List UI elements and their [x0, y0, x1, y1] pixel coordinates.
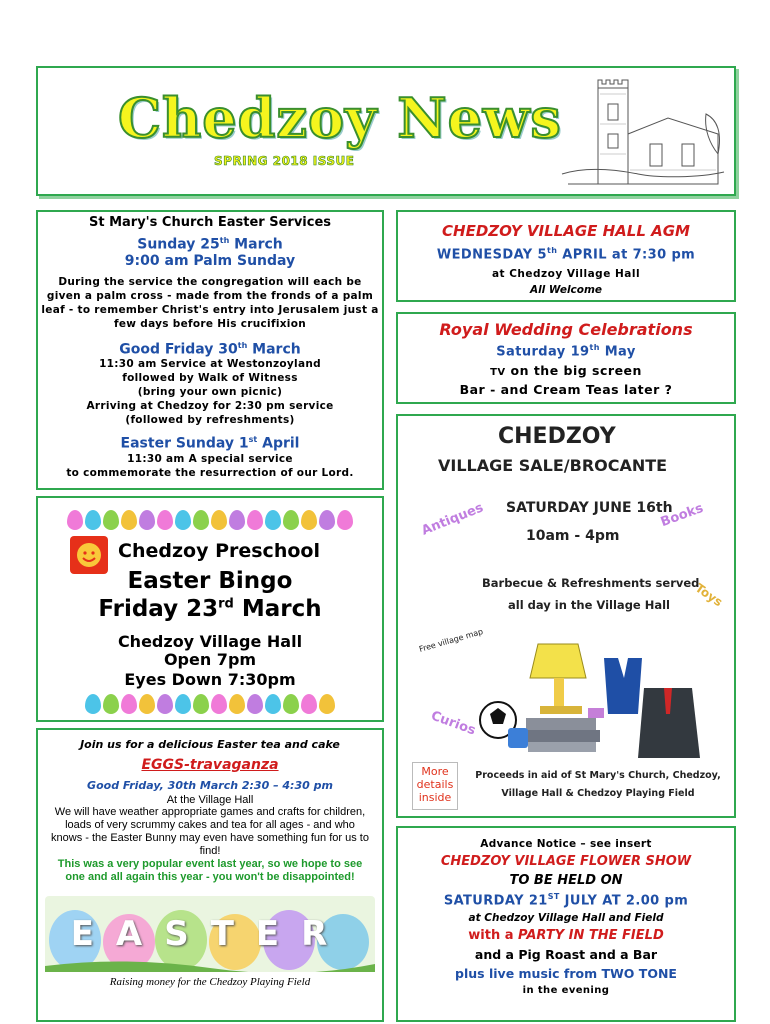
easter-sunday-date: Easter Sunday 1 [120, 435, 249, 452]
palm-sunday-date: Sunday 25 [137, 236, 220, 253]
preschool-bingo-poster [36, 496, 384, 722]
agm-title: CHEDZOY VILLAGE HALL AGM [442, 222, 690, 240]
masthead [36, 66, 736, 196]
good-friday-line: 11:30 am Service at Westonzoyland [99, 358, 321, 371]
issue-label: SPRING 2018 ISSUE [214, 154, 355, 168]
bingo-venue: Chedzoy Village Hall [117, 632, 303, 651]
sale-curios: Curios [428, 708, 478, 739]
flower-venue: at Chedzoy Village Hall and Field [468, 912, 664, 925]
wedding-title: Royal Wedding Celebrations [439, 320, 693, 339]
flower-date-sup: ST [547, 892, 560, 901]
agm-venue: at Chedzoy Village Hall [491, 268, 641, 281]
sale-map: Free village map [418, 627, 485, 654]
good-friday-heading [38, 341, 382, 358]
flower-evening: in the evening [522, 985, 610, 997]
wedding-screen: on the big screen [505, 363, 642, 379]
more-details-note: More details inside [412, 762, 458, 810]
easter-word: EASTER [70, 914, 350, 954]
agm-date-rest: APRIL at 7:30 pm [557, 247, 696, 263]
eggs-title: EGGS-travaganza [141, 757, 279, 773]
wedding-date-sup: th [589, 343, 600, 352]
bingo-eyes-down: Eyes Down 7:30pm [124, 670, 296, 689]
agm-date [398, 246, 734, 262]
eggs-date: Good Friday, 30th March 2:30 – 4:30 pm [87, 779, 333, 792]
palm-sunday-time: 9:00 am Palm Sunday [124, 252, 296, 269]
bingo-title: Easter Bingo [127, 568, 293, 594]
sale-proceeds-1: Proceeds in aid of St Mary's Church, Chedzoy, [475, 770, 721, 781]
easter-eggs-picture [45, 896, 375, 972]
palm-sunday-month: March [229, 236, 283, 253]
sale-toys: Toys [692, 580, 726, 610]
royal-wedding-box [396, 312, 736, 404]
services-title: St Mary's Church Easter Services [88, 215, 332, 230]
sale-time: 10am - 4pm [526, 528, 620, 544]
sale-antiques: Antiques [419, 500, 486, 539]
easter-sunday-sup: st [248, 435, 258, 445]
sale-title-2: VILLAGE SALE/BROCANTE [438, 456, 668, 475]
agm-date-day: WEDNESDAY 5 [436, 247, 547, 263]
sale-books: Books [658, 500, 706, 531]
flower-party [398, 928, 734, 943]
good-friday-sup: th [237, 340, 248, 350]
wedding-tv [398, 363, 734, 378]
agm-welcome: All Welcome [529, 284, 603, 297]
flower-date-rest: JULY AT 2.00 pm [559, 893, 689, 909]
bingo-date-day: Friday 23 [98, 596, 219, 622]
sale-proceeds-2: Village Hall & Chedzoy Playing Field [501, 788, 695, 799]
church-drawing [558, 74, 726, 190]
flower-date [398, 892, 734, 908]
flower-date-day: SATURDAY 21 [443, 893, 548, 909]
good-friday-month: March [247, 341, 301, 358]
flower-held: TO BE HELD ON [509, 873, 623, 888]
good-friday-line: (followed by refreshments) [125, 414, 295, 427]
good-friday-date: Good Friday 30 [119, 341, 238, 358]
palm-sunday-sup: th [219, 236, 230, 245]
wedding-date [398, 343, 734, 359]
eggs-venue: At the Village Hall [166, 794, 254, 806]
wedding-date-month: May [599, 344, 636, 360]
sale-items-picture [478, 638, 718, 762]
bingo-date [38, 596, 382, 622]
wedding-bar: Bar - and Cream Teas later ? [459, 382, 673, 398]
flower-music: plus live music from TWO TONE [455, 966, 677, 982]
eggstravaganza-box [36, 728, 384, 1022]
easter-sunday-line: to commemorate the resurrection of our Lord. [66, 466, 354, 479]
flower-party-emph: PARTY IN THE FIELD [518, 928, 664, 944]
agm-date-sup: th [547, 246, 558, 255]
good-friday-line: (bring your own picnic) [137, 386, 283, 399]
flower-show-box [396, 826, 736, 1022]
flower-notice: Advance Notice – see insert [480, 838, 652, 850]
wedding-date-day: Saturday 19 [496, 344, 590, 360]
sale-food-1: Barbecue & Refreshments served [482, 576, 700, 590]
good-friday-line: followed by Walk of Witness [122, 372, 298, 385]
eggs-popular: This was a very popular event last year, so we hope to see one and all again this year - you won't be disappointed! [57, 858, 363, 883]
newsletter-title: Chedzoy News [118, 86, 562, 150]
sale-title-1: CHEDZOY [498, 424, 616, 449]
easter-sunday-line: 11:30 am A special service [127, 452, 293, 465]
preschool-name: Chedzoy Preschool [118, 540, 320, 562]
palm-sunday-text: During the service the congregation will each be given a palm cross - made from the fronds of a palm leaf - to remember Christ's entry into Jerusalem just a few days before His crucifixion [41, 275, 379, 330]
sale-date: SATURDAY JUNE 16th [506, 500, 673, 516]
flower-party-prefix: with a [468, 928, 519, 944]
bingo-date-sup: rd [218, 596, 234, 612]
wedding-tv-label: TV [490, 367, 506, 379]
sale-food-2: all day in the Village Hall [508, 598, 670, 612]
hall-agm-box [396, 210, 736, 302]
palm-sunday-heading [38, 236, 382, 253]
flower-roast: and a Pig Roast and a Bar [474, 947, 658, 963]
egg-border-top [38, 510, 382, 530]
easter-sunday-heading [38, 435, 382, 452]
good-friday-line: Arriving at Chedzoy for 2:30 pm service [86, 400, 334, 413]
bingo-open: Open 7pm [163, 650, 257, 669]
eggs-body: We will have weather appropriate games and crafts for children, loads of very scrummy cakes and tea for all ages - and who knows - the Easter Bunny may even have something fun for us to find! [51, 806, 369, 857]
easter-services-box [36, 210, 384, 490]
egg-border-bottom [38, 694, 382, 714]
easter-sunday-month: April [257, 435, 300, 452]
bingo-date-month: March [233, 596, 322, 622]
eggs-footer: Raising money for the Chedzoy Playing Field [109, 976, 311, 988]
flower-title: CHEDZOY VILLAGE FLOWER SHOW [440, 854, 692, 869]
eggs-intro: Join us for a delicious Easter tea and cake [80, 738, 340, 751]
village-sale-poster [396, 414, 736, 818]
